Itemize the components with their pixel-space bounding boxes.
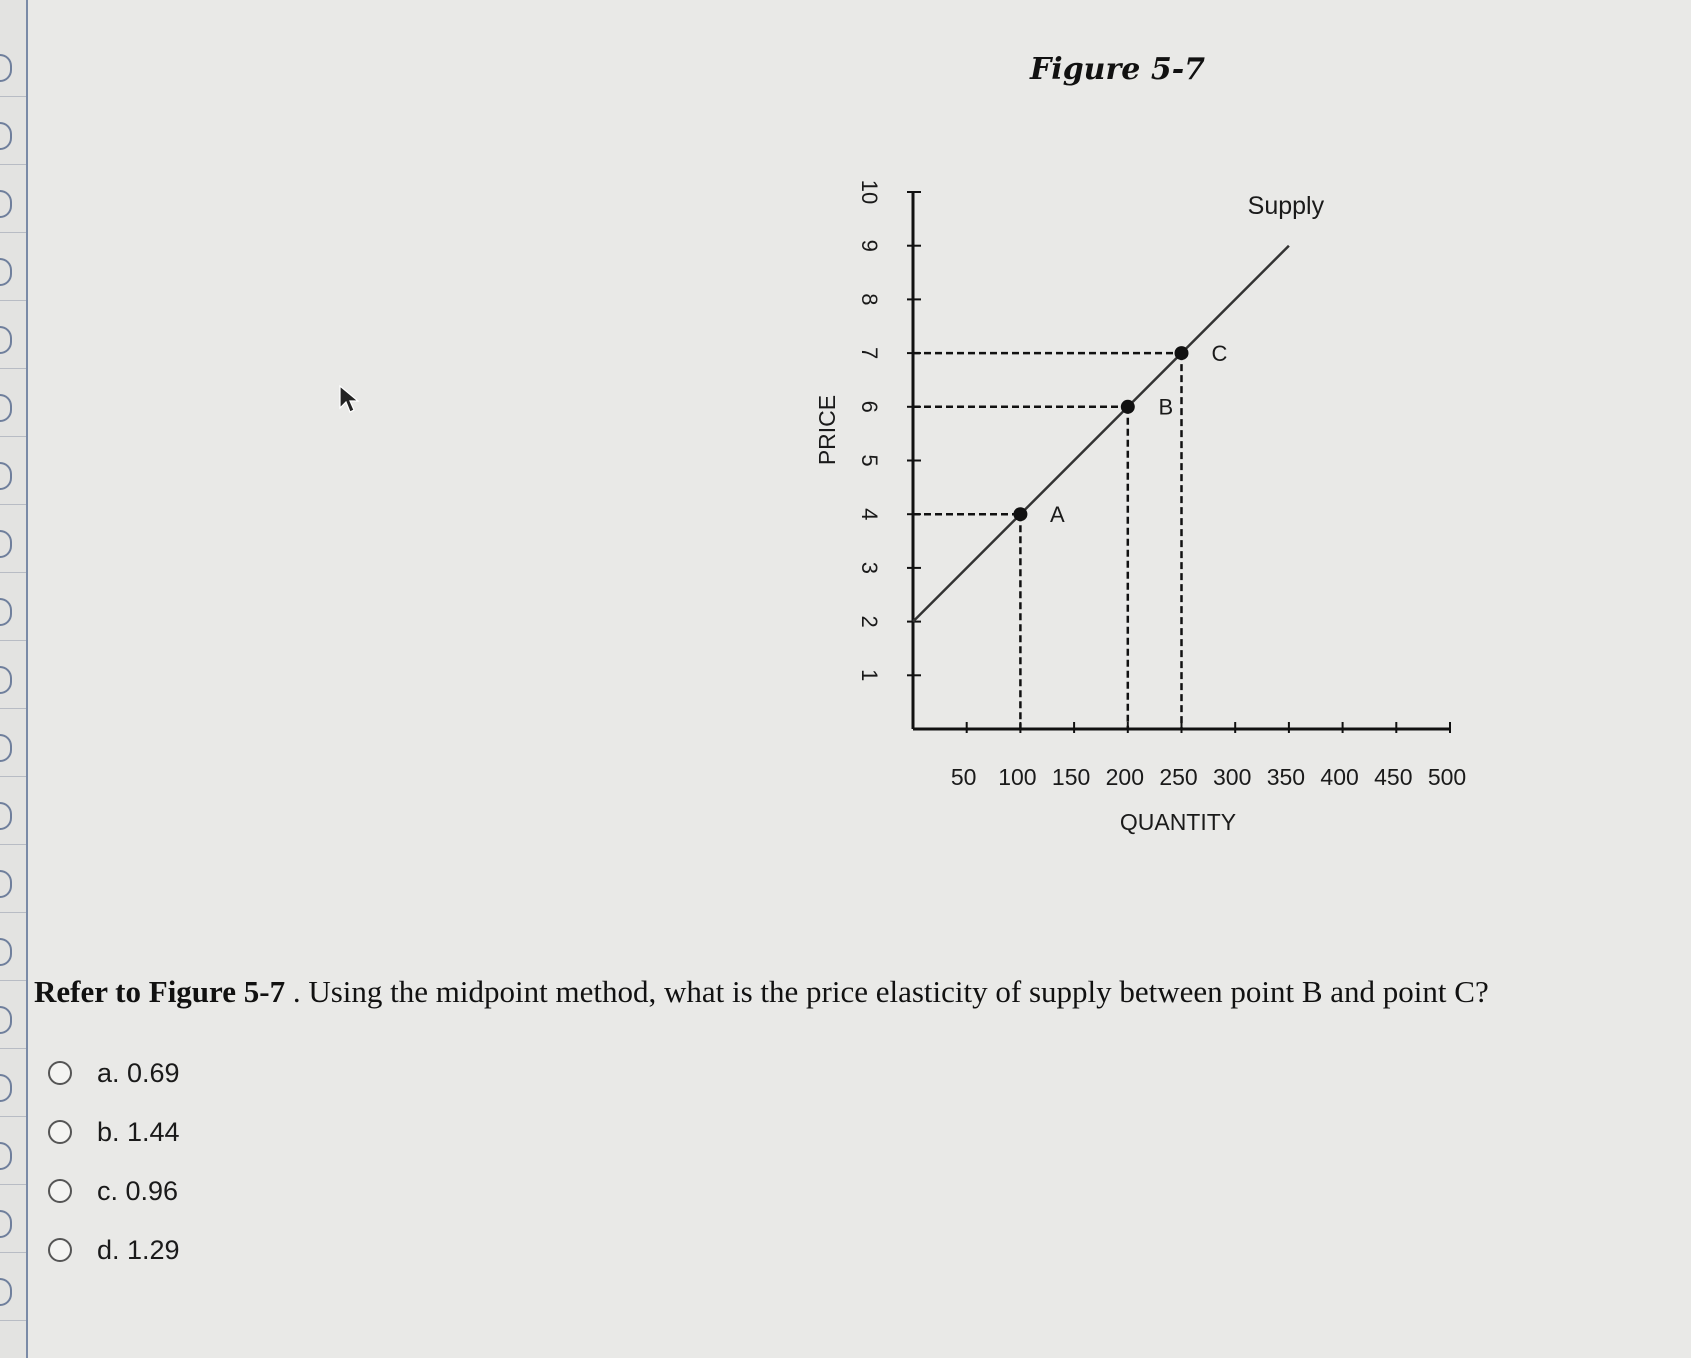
point-a xyxy=(1013,507,1027,521)
point-c xyxy=(1175,346,1189,360)
supply-curve-label: Supply xyxy=(1247,192,1325,220)
strip-tab-icon xyxy=(0,1278,12,1306)
x-tick-label: 450 xyxy=(1374,764,1413,790)
x-axis-title: QUANTITY xyxy=(1119,809,1237,835)
option-c-label: c. 0.96 xyxy=(97,1175,179,1206)
y-tick-label: 6 xyxy=(857,400,883,413)
strip-tab-icon xyxy=(0,1074,12,1102)
y-tick-label: 9 xyxy=(857,239,883,252)
point-b xyxy=(1121,400,1135,414)
x-tick-label: 200 xyxy=(1105,764,1144,790)
y-axis-title: PRICE xyxy=(814,394,841,466)
strip-divider xyxy=(0,1048,26,1049)
y-tick-label: 8 xyxy=(857,293,883,306)
strip-divider xyxy=(0,980,26,981)
strip-divider xyxy=(0,1184,26,1185)
point-label-a: A xyxy=(1050,502,1065,528)
option-b[interactable] xyxy=(48,1112,180,1152)
strip-divider xyxy=(0,1320,26,1321)
point-label-c: C xyxy=(1211,340,1228,366)
x-tick-label: 350 xyxy=(1266,764,1306,790)
strip-tab-icon xyxy=(0,1006,12,1034)
radio-button-b[interactable] xyxy=(48,1120,72,1144)
x-tick-label: 50 xyxy=(950,764,977,790)
question-body: . Using the midpoint method, what is the price elasticity of supply between point B and point C? xyxy=(285,974,1489,1009)
y-tick-label: 3 xyxy=(857,561,883,575)
y-tick-label: 10 xyxy=(857,179,883,205)
x-tick-label: 500 xyxy=(1427,764,1467,790)
radio-button-a[interactable] xyxy=(48,1061,72,1085)
radio-button-d[interactable] xyxy=(48,1238,72,1262)
x-tick-label: 300 xyxy=(1213,764,1252,790)
x-tick-label: 150 xyxy=(1051,764,1091,790)
y-tick-label: 4 xyxy=(857,508,883,521)
radio-button-c[interactable] xyxy=(48,1179,72,1203)
y-tick-label: 2 xyxy=(857,615,883,628)
y-tick-label: 7 xyxy=(857,346,883,360)
option-a-label: a. 0.69 xyxy=(97,1057,180,1088)
strip-tab-icon xyxy=(0,1142,12,1170)
y-tick-label: 5 xyxy=(857,454,883,467)
strip-divider xyxy=(0,1116,26,1117)
strip-divider xyxy=(0,912,26,913)
option-a[interactable] xyxy=(48,1053,180,1093)
supply-curve xyxy=(913,246,1289,622)
figure-title: Figure 5-7 xyxy=(1030,52,1206,87)
option-d[interactable] xyxy=(48,1230,180,1270)
x-tick-label: 250 xyxy=(1159,764,1198,790)
mouse-pointer-icon xyxy=(338,384,362,419)
option-c[interactable] xyxy=(48,1171,178,1211)
strip-tab-icon xyxy=(0,938,12,966)
x-tick-label: 400 xyxy=(1320,764,1359,790)
y-tick-label: 1 xyxy=(857,669,883,682)
strip-divider xyxy=(0,1252,26,1253)
option-b-label: b. 1.44 xyxy=(97,1116,180,1147)
strip-tab-icon xyxy=(0,1210,12,1238)
option-d-label: d. 1.29 xyxy=(97,1234,180,1265)
question-figure-ref: Refer to Figure 5-7 xyxy=(34,974,286,1009)
question-text xyxy=(34,974,1674,1010)
x-tick-label: 100 xyxy=(998,764,1037,790)
point-label-b: B xyxy=(1158,394,1174,420)
